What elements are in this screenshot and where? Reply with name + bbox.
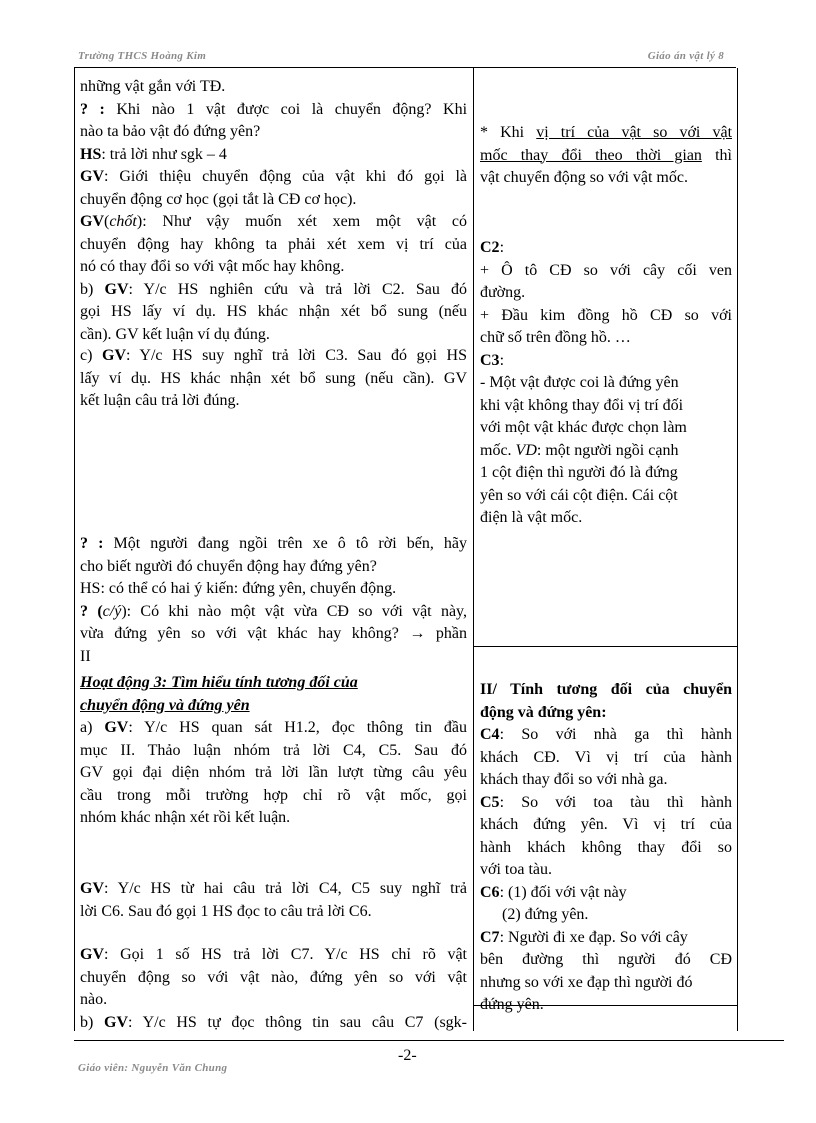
row-divider-1 (473, 646, 737, 647)
text-line: GV gọi đại diện nhóm trả lời lần lượt từng câu yêu (80, 764, 467, 781)
question-line: ? (c/ý): Có khi nào một vật vừa CĐ so với vật này, (80, 602, 468, 620)
answer-line: + Ô tô CĐ so với cây cối ven (480, 261, 732, 279)
answer-line: 1 cột điện thì người đó là đứng (480, 464, 678, 481)
text-line: cầu trong mỗi trường hợp chỉ rõ vật mốc, gọi (80, 786, 467, 804)
lesson-table (74, 68, 738, 1031)
page-number: -2- (398, 1047, 417, 1064)
answer-c6: C6: (1) đối với vật này (480, 883, 627, 901)
text-line: nào. (80, 991, 108, 1008)
text-line: chuyển động hay không ta phải xét xem vị trí của (80, 235, 467, 253)
student-response: HS: có thể có hai ý kiến: đứng yên, chuyển động. (80, 580, 397, 597)
answer-line: - Một vật được coi là đứng yên (480, 374, 679, 391)
answer-line: khách CĐ. Vì vị trí của hành (480, 748, 732, 766)
text-line: lời C6. Sau đó gọi 1 HS đọc to câu trả lời C6. (80, 902, 372, 920)
answer-line: đứng yên. (480, 996, 544, 1013)
answer-c7: C7: Người đi xe đạp. So với cây (480, 928, 688, 946)
footer-teacher: Giáo viên: Nguyễn Văn Chung (78, 1062, 228, 1074)
activity-3-heading: Hoạt động 3: Tìm hiểu tính tương đối của (80, 674, 358, 691)
footer-rule (74, 1040, 784, 1041)
answer-line: + Đầu kim đồng hồ CĐ so với (480, 306, 732, 324)
header-subject: Giáo án vật lý 8 (647, 50, 724, 62)
text-line: chuyển động so với vật nào, đứng yên so với vật (80, 968, 467, 986)
answer-line: điện là vật mốc. (480, 509, 583, 526)
text-line: II (80, 647, 91, 665)
text-line: nào ta bảo vật đó đứng yên? (80, 123, 261, 140)
answer-line: đường. (480, 284, 526, 301)
question-line: ? : Khi nào 1 vật được coi là chuyển động? Khi (80, 100, 468, 118)
answer-c2-label: C2: (480, 239, 505, 256)
student-response: HS: trả lời như sgk – 4 (80, 145, 227, 163)
header-school: Trường THCS Hoàng Kim (78, 50, 207, 62)
teacher-line: c) GV: Y/c HS suy nghĩ trả lời C3. Sau đó gọi HS (80, 347, 468, 364)
answer-line: mốc. VD: một người ngồi cạnh (480, 441, 679, 459)
answer-c4: C4: So với nhà ga thì hành (480, 726, 732, 743)
text-line: nó có thay đổi so với vật mốc hay không. (80, 258, 345, 275)
section-2-heading: II/ Tính tương đối của chuyển (480, 681, 732, 698)
definition-line: * Khi vị trí của vật so với vật (480, 124, 733, 141)
teacher-line: b) GV: Y/c HS nghiên cứu và trả lời C2. Sau đó (80, 280, 468, 298)
text-line: chuyển động cơ học (gọi tắt là CĐ cơ học). (80, 190, 357, 208)
text-line: những vật gắn với TĐ. (80, 78, 226, 95)
text-line: gọi HS lấy ví dụ. HS khác nhận xét bổ sung (nếu (80, 303, 467, 320)
text-line: lấy ví dụ. HS khác nhận xét bổ sung (nếu cần). GV (80, 369, 467, 387)
text-line: vừa đứng yên so với vật khác hay không? → phần (80, 625, 467, 642)
answer-line: chữ số trên đồng hồ. … (480, 329, 631, 346)
definition-line: mốc thay đổi theo thời gian thì (480, 146, 732, 164)
definition-line: vật chuyển động so với vật mốc. (480, 169, 688, 186)
text-line: cho biết người đó chuyển động hay đứng yên? (80, 557, 377, 575)
answer-line: hành khách không thay đổi so (480, 838, 732, 856)
answer-line: khách thay đổi so với nhà ga. (480, 771, 668, 788)
text-line: nhóm khác nhận xét rồi kết luận. (80, 809, 291, 826)
section-2-heading-cont: động và đứng yên: (480, 703, 607, 721)
teacher-line: GV: Y/c HS từ hai câu trả lời C4, C5 suy nghĩ trả (80, 880, 467, 897)
answer-line: bên đường thì người đó CĐ (480, 951, 732, 968)
answer-line: (2) đứng yên. (502, 906, 589, 923)
answer-c5: C5: So với toa tàu thì hành (480, 793, 732, 811)
answer-line: với toa tàu. (480, 861, 552, 878)
text-line: cần). GV kết luận ví dụ đúng. (80, 325, 270, 343)
text-line: mục II. Thảo luận nhóm trả lời C4, C5. Sau đó (80, 741, 467, 759)
activity-3-heading-cont: chuyển động và đứng yên (80, 696, 250, 714)
answer-c3-label: C3: (480, 351, 505, 369)
column-divider (473, 68, 474, 1031)
answer-line: khi vật không thay đổi vị trí đối (480, 396, 684, 414)
answer-line: nhưng so với xe đạp thì người đó (480, 973, 693, 991)
question-line: ? : Một người đang ngồi trên xe ô tô rời bến, hãy (80, 535, 468, 552)
answer-line: với một vật khác được chọn làm (480, 419, 687, 436)
text-line: kết luận câu trả lời đúng. (80, 392, 240, 409)
teacher-conclusion: GV(chốt): Như vậy muốn xét xem một vật có (80, 213, 467, 230)
answer-line: khách đứng yên. Vì vị trí của (480, 816, 732, 833)
teacher-line: GV: Giới thiệu chuyển động của vật khi đó gọi là (80, 168, 467, 185)
answer-line: yên so với cái cột điện. Cái cột (480, 486, 678, 504)
teacher-line: a) GV: Y/c HS quan sát H1.2, đọc thông tin đầu (80, 719, 468, 736)
teacher-line: GV: Gọi 1 số HS trả lời C7. Y/c HS chỉ rõ vật (80, 946, 467, 963)
teacher-line: b) GV: Y/c HS tự đọc thông tin sau câu C7 (sgk- (80, 1013, 468, 1031)
